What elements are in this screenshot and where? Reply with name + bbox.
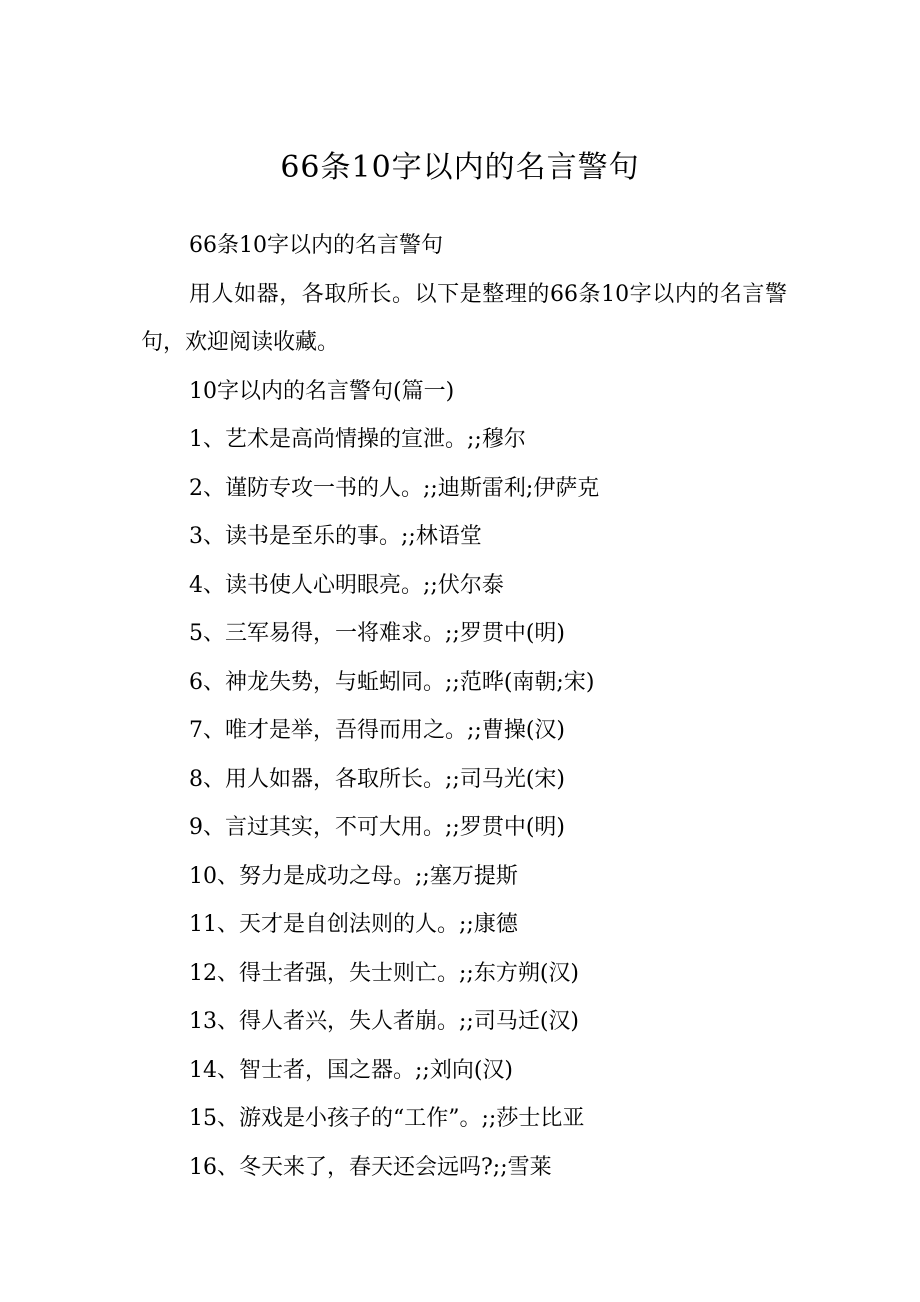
quote-item: 3、读书是至乐的事。;;林语堂	[189, 524, 482, 549]
quote-item: 8、用人如器，各取所长。;;司马光(宋)	[189, 766, 565, 792]
subtitle-paragraph: 66条10字以内的名言警句	[189, 233, 443, 258]
quote-item: 4、读书使人心明眼亮。;;伏尔泰	[189, 572, 504, 598]
quote-item: 14、智士者，国之器。;;刘向(汉)	[189, 1057, 513, 1083]
quote-item: 16、冬天来了，春天还会远吗?;;雪莱	[189, 1154, 552, 1180]
quote-item: 15、游戏是小孩子的“工作”。;;莎士比亚	[189, 1106, 585, 1131]
quote-item: 11、天才是自创法则的人。;;康德	[189, 912, 518, 937]
quote-item: 9、言过其实，不可大用。;;罗贯中(明)	[189, 815, 565, 840]
quote-item: 5、三军易得，一将难求。;;罗贯中(明)	[189, 621, 565, 646]
quote-item: 1、艺术是高尚情操的宣泄。;;穆尔	[189, 427, 526, 452]
quote-item: 6、神龙失势，与蚯蚓同。;;范晔(南朝;宋)	[189, 669, 595, 695]
section-heading: 10字以内的名言警句(篇一)	[189, 378, 455, 404]
quote-item: 7、唯才是举，吾得而用之。;;曹操(汉)	[189, 718, 565, 743]
document-title: 66条10字以内的名言警句	[280, 150, 640, 185]
quote-item: 2、谨防专攻一书的人。;;迪斯雷利;伊萨克	[189, 475, 600, 501]
document-body	[141, 222, 787, 1192]
intro-paragraph: 用人如器，各取所长。以下是整理的66条10字以内的名言警句，欢迎阅读收藏。	[141, 281, 787, 355]
quote-item: 12、得士者强，失士则亡。;;东方朔(汉)	[189, 960, 579, 986]
quote-item: 13、得人者兴，失人者崩。;;司马迁(汉)	[189, 1009, 579, 1034]
quote-item: 10、努力是成功之母。;;塞万提斯	[189, 863, 518, 889]
